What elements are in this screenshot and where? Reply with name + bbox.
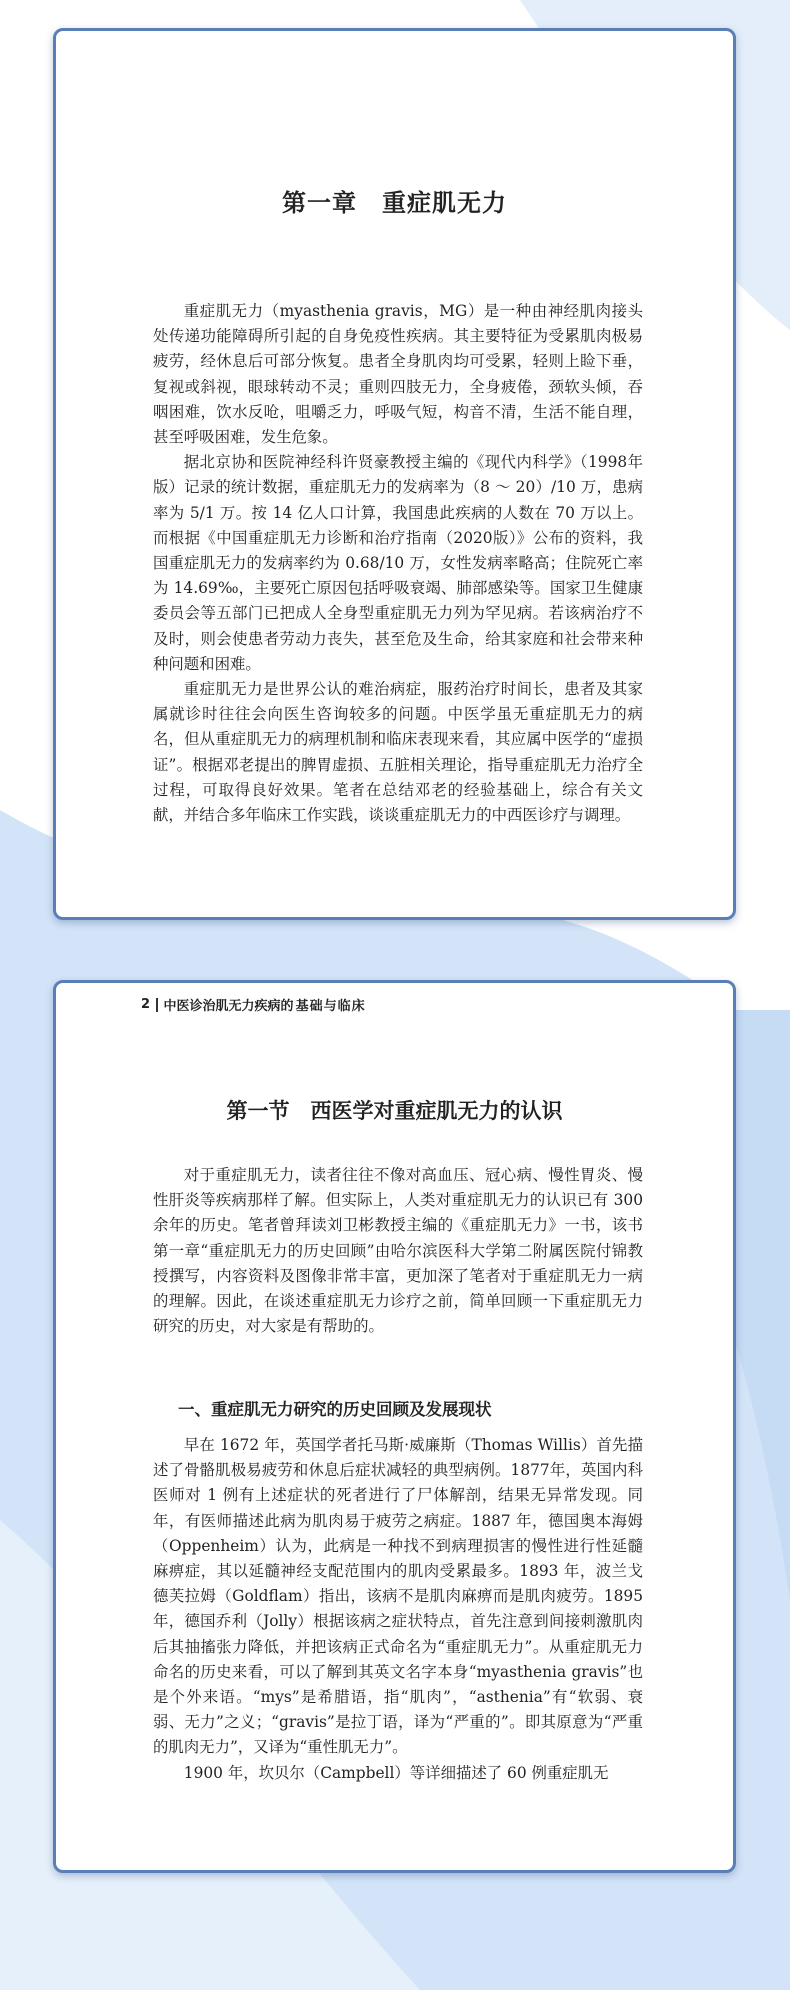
chapter-body (153, 299, 643, 828)
book-title: 中医诊治肌无力疾病的 (163, 999, 294, 1014)
running-head (141, 995, 366, 1014)
book-page-2 (53, 980, 736, 1873)
paragraph: 据北京协和医院神经科许贤豪教授主编的《现代内科学》（1998年版）记录的统计数据，重症肌无力的发病率为（8 ～ 20）/10 万，患病率为 5/1 万。按 14 亿人口计算，我国患此疾病的人数在 70 万以上。而根据《中国重症肌无力诊断和治疗指南（2020版）》公布的资料，我国重症肌无力的发病率约为 0.68/10 万，女性发病率略高；住院死亡率为 14.69‰，主要死亡原因包括呼吸衰竭、肺部感染等。国家卫生健康委员会等五部门已把成人全身型重症肌无力列为罕见病。若该病治疗不及时，则会使患者劳动力丧失，甚至危及生命，给其家庭和社会带来种种问题和困难。 (153, 453, 643, 673)
paragraph: 对于重症肌无力，读者往往不像对高血压、冠心病、慢性胃炎、慢性肝炎等疾病那样了解。但实际上，人类对重症肌无力的认识已有 300 余年的历史。笔者曾拜读刘卫彬教授主编的《重症肌无力》一书，该书第一章“重症肌无力的历史回顾”由哈尔滨医科大学第二附属医院付锦教授撰写，内容资料及图像非常丰富，更加深了笔者对于重症肌无力一病的理解。因此，在谈述重症肌无力诊疗之前，简单回顾一下重症肌无力研究的历史，对大家是有帮助的。 (153, 1166, 643, 1336)
running-head-divider (156, 998, 158, 1012)
section-intro (153, 1163, 643, 1339)
subsection-title: 一、重症肌无力研究的历史回顾及发展现状 (178, 1400, 492, 1419)
paragraph: 重症肌无力是世界公认的难治病症，服药治疗时间长，患者及其家属就诊时往往会向医生咨询较多的问题。中医学虽无重症肌无力的病名，但从重症肌无力的病理机制和临床表现来看，其应属中医学的“虚损证”。根据邓老提出的脾胃虚损、五脏相关理论，指导重症肌无力治疗全过程，可取得良好效果。笔者在总结邓老的经验基础上，综合有关文献，并结合多年临床工作实践，谈谈重症肌无力的中西医诊疗与调理。 (153, 680, 643, 825)
history-body (153, 1433, 643, 1786)
paragraph: 早在 1672 年，英国学者托马斯·威廉斯（Thomas Willis）首先描述了骨骼肌极易疲劳和休息后症状减轻的典型病例。1877年，英国内科医师对 1 例有上述症状的死者进行了尸体解剖，结果无异常发现。同年，有医师描述此病为肌肉易于疲劳之病症。1887 年，德国奥本海姆（Oppenheim）认为，此病是一种找不到病理损害的慢性进行性延髓麻痹症，其以延髓神经支配范围内的肌肉受累最多。1893 年，波兰戈德芙拉姆（Goldflam）指出，该病不是肌肉麻痹而是肌肉疲劳。1895 年，德国乔利（Jolly）根据该病之症状特点，首先注意到间接刺激肌肉后其抽搐张力降低，并把该病正式命名为“重症肌无力”。从重症肌无力命名的历史来看，可以了解到其英文名字本身“myasthenia gravis”也是个外来语。“mys”是希腊语，指“肌肉”，“asthenia”有“软弱、衰弱、无力”之义；“gravis”是拉丁语，译为“严重的”。即其原意为“严重的肌肉无力”，又译为“重性肌无力”。 (153, 1436, 643, 1757)
chapter-title: 第一章 重症肌无力 (282, 188, 507, 217)
paragraph: 重症肌无力（myasthenia gravis，MG）是一种由神经肌肉接头处传递功能障碍所引起的自身免疫性疾病。其主要特征为受累肌肉极易疲劳，经休息后可部分恢复。患者全身肌肉均可受累，轻则上睑下垂，复视或斜视，眼球转动不灵；重则四肢无力，全身疲倦，颈软头倾，吞咽困难，饮水反呛，咀嚼乏力，呼吸气短，构音不清，生活不能自理，甚至呼吸困难，发生危象。 (153, 302, 643, 447)
book-title-decorative: 基础与临床 (295, 999, 366, 1014)
section-title: 第一节 西医学对重症肌无力的认识 (226, 1098, 563, 1123)
book-page-1 (53, 28, 736, 920)
paragraph: 1900 年，坎贝尔（Campbell）等详细描述了 60 例重症肌无 (183, 1763, 609, 1782)
page-number: 2 (141, 997, 151, 1012)
